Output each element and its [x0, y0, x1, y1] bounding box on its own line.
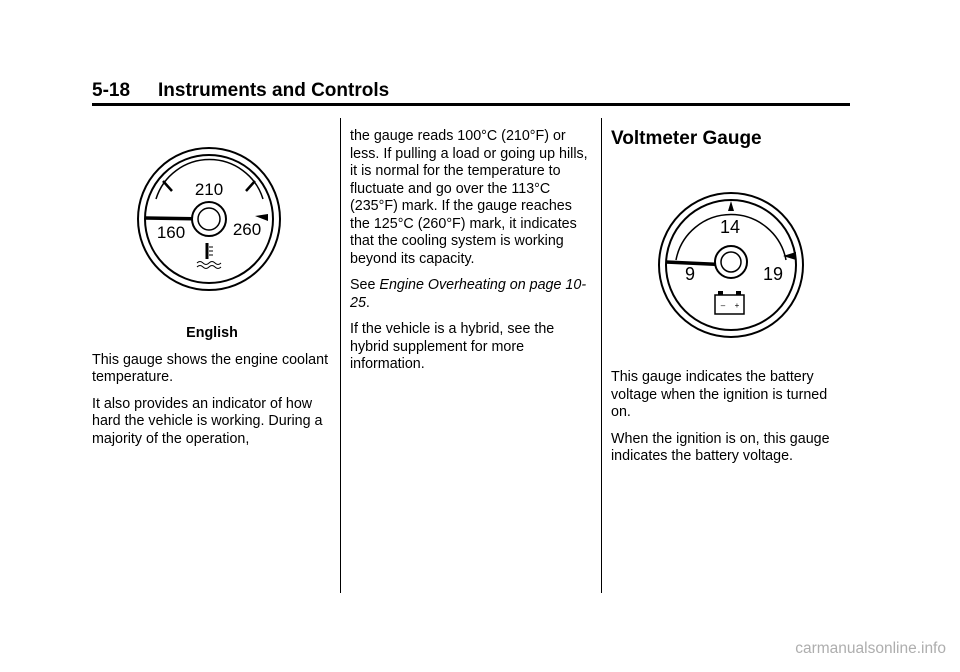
page-number: 5-18	[92, 80, 131, 101]
volt-label-top: 14	[719, 217, 741, 237]
col1-paragraph-2: It also provides an indicator of how hard the vehicle is working. During a majority of the operation,	[92, 395, 323, 447]
column-1	[92, 325, 332, 457]
page-header	[92, 80, 389, 102]
section-title-header: Instruments and Controls	[158, 80, 390, 101]
col3-paragraph-1: This gauge indicates the battery voltage when the ignition is turned on.	[611, 369, 828, 420]
col2-paragraph-3: If the vehicle is a hybrid, see the hybrid supplement for more information.	[350, 321, 555, 372]
watermark: carmanualsonline.info	[795, 640, 946, 657]
battery-plus: +	[734, 301, 740, 310]
see-reference	[350, 277, 595, 312]
col2-paragraph-1: the gauge reads 100°C (210°F) or less. If pulling a load or going up hills, it is normal for the temperature to fluctuate and go over the 113°C (235°F) mark. If the gauge reaches the 125°C (260°F) mark, it indicates that the cooling system is working beyond its capacity.	[350, 128, 588, 267]
voltmeter-section-title: Voltmeter Gauge	[611, 128, 762, 149]
see-prefix: See	[350, 277, 380, 293]
header-rule	[92, 103, 850, 106]
voltmeter-gauge-figure	[656, 190, 806, 345]
temp-label-left: 160	[156, 223, 186, 242]
volt-label-left: 9	[684, 264, 696, 284]
temp-label-top: 210	[194, 180, 224, 199]
column-3	[611, 369, 851, 475]
column-divider-1	[340, 118, 341, 593]
temperature-gauge-figure	[135, 145, 283, 298]
col3-paragraph-2: When the ignition is on, this gauge indicates the battery voltage.	[611, 430, 830, 464]
column-2	[350, 128, 595, 383]
see-suffix: .	[365, 294, 370, 311]
col1-paragraph-1: This gauge shows the engine coolant temperature.	[92, 351, 329, 385]
battery-icon	[715, 291, 744, 314]
column-divider-2	[601, 118, 602, 593]
engine-overheating-link[interactable]: Engine Overheating on page 10-25	[350, 277, 587, 311]
figure-caption: English	[186, 325, 238, 341]
volt-label-right: 19	[762, 264, 784, 284]
battery-minus: –	[720, 301, 726, 310]
temp-label-right: 260	[232, 220, 262, 239]
